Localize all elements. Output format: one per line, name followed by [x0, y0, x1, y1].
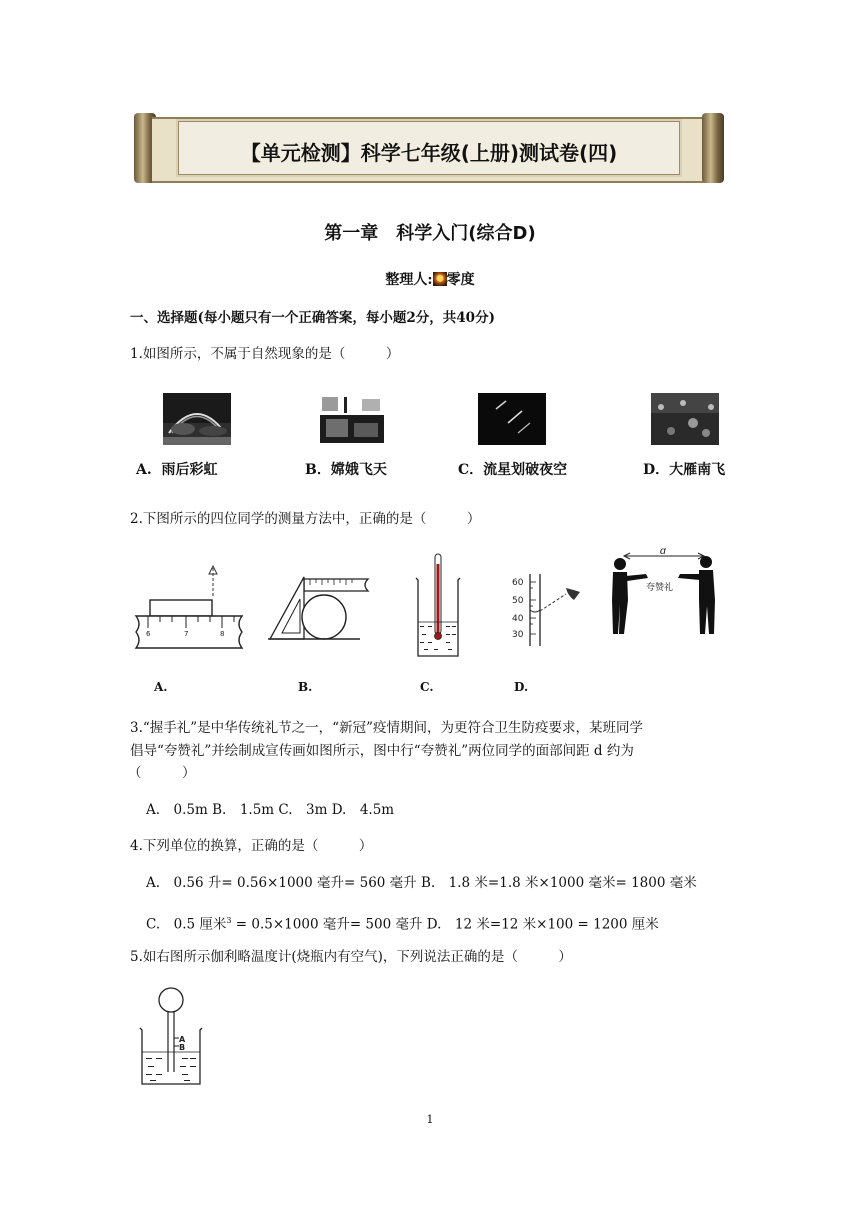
cylinder-tick-60: 60: [512, 578, 524, 588]
question-3-options: A. 0.5m B. 1.5m C. 3m D. 4.5m: [146, 802, 395, 818]
ruler-figure-a: [130, 560, 250, 652]
cylinder-tick-30: 30: [512, 630, 524, 640]
q1-option-d: D．大雁南飞: [643, 462, 726, 478]
question-3-line-1: 3.“握手礼”是中华传统礼节之一，“新冠”疫情期间，为更符合卫生防疫要求，某班同学: [130, 720, 643, 736]
question-4-options-ab: A. 0.56 升= 0.56×1000 毫升= 560 毫升 B. 1.8 米=1.8 米×1000 毫米= 1800 毫米: [146, 875, 697, 891]
label-b: B: [179, 1043, 186, 1052]
question-3-line-2: 倡导“夸赞礼”并绘制成宣传画如图所示，图中行“夸赞礼”两位同学的面部间距 d 约为: [130, 743, 634, 759]
chapter-title: 第一章 科学入门(综合D): [324, 223, 536, 244]
ruler-tick-6: 6: [146, 630, 151, 638]
q1-option-b: B．嫦娥飞天: [305, 462, 387, 478]
organizer-name: 零度: [446, 272, 475, 288]
rainbow-photo: [163, 393, 231, 445]
title-banner: [134, 113, 724, 183]
page-number: 1: [426, 1113, 434, 1126]
sunset-icon: [433, 272, 447, 286]
meteor-photo: [478, 393, 546, 445]
q1-option-c: C．流星划破夜空: [458, 462, 568, 478]
galileo-thermometer-figure: [138, 986, 210, 1086]
q2-option-c: C.: [420, 680, 434, 694]
question-4-options-cd: C. 0.5 厘米$^3$ = 0.5×1000 毫升= 500 毫升 D. 12 米=12 米×100 = 1200 厘米: [146, 916, 659, 933]
ruler-tick-7: 7: [184, 630, 189, 638]
page-title: 【单元检测】科学七年级(上册)测试卷(四): [240, 141, 618, 165]
q2-option-b: B.: [298, 680, 313, 694]
ruler-tick-8: 8: [220, 630, 225, 638]
q1-option-a: A. 雨后彩虹: [136, 462, 218, 478]
question-2-stem: 2.下图所示的四位同学的测量方法中，正确的是（ ）: [130, 511, 481, 527]
distance-label: d: [660, 548, 667, 557]
question-4-stem: 4.下列单位的换算，正确的是（ ）: [130, 838, 373, 854]
praise-gesture-figure: [606, 548, 726, 638]
label-a: A: [179, 1035, 186, 1044]
cylinder-tick-50: 50: [512, 596, 524, 606]
organizer-label: 整理人:: [385, 272, 433, 288]
praise-label: 夸赞礼: [646, 583, 674, 593]
triangle-ruler-figure-b: [268, 573, 374, 643]
q2-option-a: A.: [154, 680, 168, 694]
question-5-stem: 5.如右图所示伽利略温度计(烧瓶内有空气)，下列说法正确的是（ ）: [130, 949, 572, 965]
q2-option-d: D.: [514, 680, 529, 694]
organizer-line: [0, 269, 860, 289]
geese-photo: [651, 393, 719, 445]
question-1-stem: 1.如图所示，不属于自然现象的是（ ）: [130, 346, 400, 362]
change-flight-photo: [318, 393, 386, 445]
question-3-line-3: （ ）: [128, 765, 196, 781]
graduated-cylinder-figure-d: [508, 572, 588, 648]
thermometer-beaker-figure-c: [412, 552, 462, 662]
cylinder-tick-40: 40: [512, 614, 524, 624]
section-heading: 一、选择题(每小题只有一个正确答案，每小题2分，共40分): [130, 310, 495, 326]
